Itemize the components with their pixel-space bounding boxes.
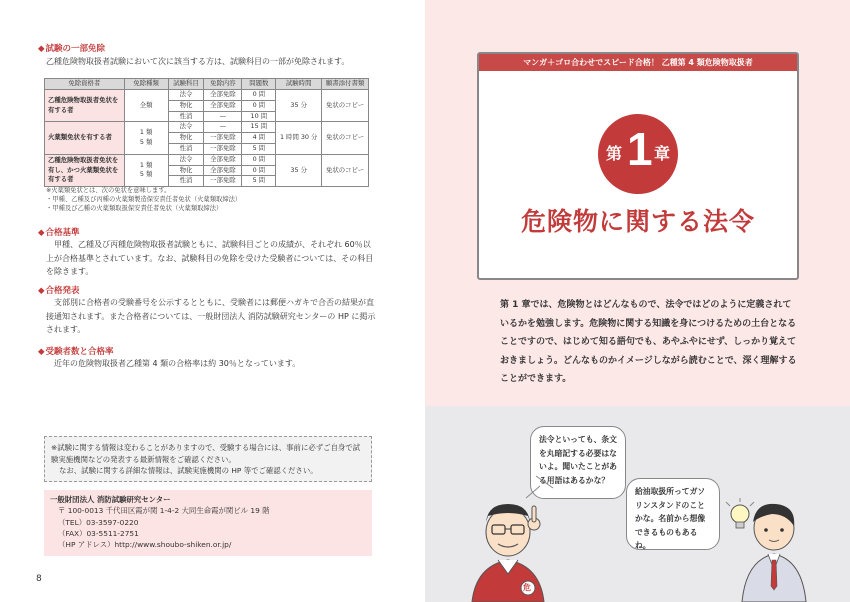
- chapter-intro: 第 1 章では、危険物とはどんなもので、法令ではどのように定義されているかを勉強します。危険物に関する知識を身につけるための土台となることですので、はじめて知る語句でも、あやふやにせず、しっかり覚えておきましょう。どんなものかイメージしながら読むことで、深く理解することができます。: [500, 300, 797, 384]
- chapter-badge: [598, 114, 678, 194]
- table-cell: 5 問: [242, 143, 276, 154]
- contact-tel: （TEL）03-3597-0220: [58, 517, 139, 527]
- table-header: 免除内容: [204, 79, 242, 90]
- table-row: [45, 154, 369, 165]
- page-number: 8: [36, 574, 42, 584]
- table-cell: 法令: [168, 154, 204, 165]
- table-cell: 0 問: [242, 165, 276, 176]
- table-header: 試験科目: [168, 79, 204, 90]
- table-cell: 法令: [168, 90, 204, 101]
- table-cell: 物化: [168, 100, 204, 111]
- table-cell: 0 問: [242, 90, 276, 101]
- table-cell: 免状のコピー: [322, 154, 369, 186]
- table-cell: 全部免除: [204, 154, 242, 165]
- table-cell: 性消: [168, 143, 204, 154]
- table-note: ・甲種及び乙種の火薬類取扱保安責任者免状（火薬類取締法）: [46, 205, 223, 212]
- heading-pass-criteria: ◆合格基準: [38, 228, 80, 238]
- table-cell: 15 問: [242, 122, 276, 133]
- table-cell: 一部免除: [204, 176, 242, 187]
- table-cell: 全部免除: [204, 165, 242, 176]
- table-header: 問題数: [242, 79, 276, 90]
- chapter-title: 危険物に関する法令: [520, 207, 755, 236]
- table-cell: 1 類 5 類: [124, 154, 168, 186]
- table-cell: 性消: [168, 176, 204, 187]
- table-cell: 物化: [168, 133, 204, 144]
- teacher-character-illustration: [458, 470, 558, 602]
- contact-box: [44, 490, 372, 556]
- table-cell: 1 時間 30 分: [276, 122, 322, 154]
- table-cell: 1 類 5 類: [124, 122, 168, 154]
- table-cell: —: [204, 122, 242, 133]
- table-note: ※火薬類免状とは、次の免状を意味します。: [46, 187, 171, 194]
- hazard-badge: 危: [523, 583, 531, 592]
- table-cell: 35 分: [276, 90, 322, 122]
- table-cell: 5 問: [242, 176, 276, 187]
- table-cell: 性消: [168, 111, 204, 122]
- table-row: [45, 90, 369, 101]
- table-cell: 10 問: [242, 111, 276, 122]
- table-cell: 0 問: [242, 100, 276, 111]
- notice-line: ※試験に関する情報は変わることがありますので、受験する場合には、事前に必ずご自身で試験実施機関などの発表する最新情報をご確認ください。: [51, 443, 361, 464]
- table-cell: 全類: [124, 90, 168, 122]
- exemption-body: 乙種危険物取扱者試験において次に該当する方は、試験科目の一部が免除されます。: [46, 57, 350, 66]
- table-cell: 4 問: [242, 133, 276, 144]
- table-note: ・甲種、乙種及び丙種の火薬類製造保安責任者免状（火薬類取締法）: [46, 196, 242, 203]
- table-cell: 一部免除: [204, 143, 242, 154]
- table-row: [45, 122, 369, 133]
- table-cell: 35 分: [276, 154, 322, 186]
- speech-bubble-teacher: 法令といっても、条文を丸暗記する必要はないよ。聞いたことがある用語はあるかな？: [530, 426, 626, 499]
- chapter-box: [477, 52, 799, 280]
- exam-info-notice: [44, 436, 372, 482]
- heading-pass-rate: ◆受験者数と合格率: [38, 347, 114, 357]
- table-header: 免除資格者: [45, 79, 125, 90]
- table-header: 願書添付書類: [322, 79, 369, 90]
- table-cell: 全部免除: [204, 90, 242, 101]
- table-cell: 法令: [168, 122, 204, 133]
- pass-rate-body: 近年の危険物取扱者乙種第 4 類の合格率は約 30％となっています。: [54, 359, 301, 368]
- results-body: 支部別に合格者の受験番号を公示するとともに、受験者には郵便ハガキで合否の結果が直接通知されます。また合格者については、一般財団法人 消防試験研究センターの HP に掲示されます。: [46, 298, 376, 334]
- table-cell: 物化: [168, 165, 204, 176]
- table-cell: 0 問: [242, 154, 276, 165]
- heading-exemption: ◆試験の一部免除: [38, 44, 106, 54]
- pass-criteria-body: 甲種、乙種及び丙種危険物取扱者試験ともに、試験科目ごとの成績が、それぞれ 60％以上が合格基準とされています。なお、試験科目の免除を受けた受験者については、その科目を除きます。: [46, 240, 374, 276]
- table-cell: 火薬類免状を有する者: [45, 122, 125, 154]
- chapter-banner: マンガ＋ゴロ合わせでスピード合格！ 乙種第 4 類危険物取扱者: [479, 54, 797, 71]
- table-cell: 乙種危険物取扱者免状を有し、かつ火薬類免状を有する者: [45, 154, 125, 186]
- table-cell: —: [204, 111, 242, 122]
- table-cell: 免状のコピー: [322, 90, 369, 122]
- notice-line: なお、試験に関する詳細な情報は、試験実施機関の HP 等でご確認ください。: [59, 466, 318, 475]
- exemption-table: [44, 78, 369, 187]
- heading-results: ◆合格発表: [38, 286, 80, 296]
- speech-bubble-student: 給油取扱所ってガソリンスタンドのことかな。名前から想像できるものもあるね。: [626, 478, 720, 550]
- table-cell: 全部免除: [204, 100, 242, 111]
- contact-address: 〒 100-0013 千代田区霞が関 1-4-2 大同生命霞が関ビル 19 階: [58, 506, 270, 516]
- contact-title: 一般財団法人 消防試験研究センター: [50, 495, 171, 504]
- table-cell: 一部免除: [204, 133, 242, 144]
- table-header: 試験時間: [276, 79, 322, 90]
- table-cell: 免状のコピー: [322, 122, 369, 154]
- chapter-number: 1: [627, 123, 653, 175]
- table-cell: 乙種危険物取扱者免状を有する者: [45, 90, 125, 122]
- contact-hp[interactable]: （HP アドレス）http://www.shoubo-shiken.or.jp/: [58, 540, 232, 550]
- chapter-suffix: 章: [654, 144, 671, 163]
- contact-fax: （FAX）03-5511-2751: [58, 528, 139, 538]
- chapter-prefix: 第: [606, 144, 623, 163]
- table-header-row: [45, 79, 369, 90]
- student-character-illustration: [720, 488, 820, 602]
- table-header: 免除種類: [124, 79, 168, 90]
